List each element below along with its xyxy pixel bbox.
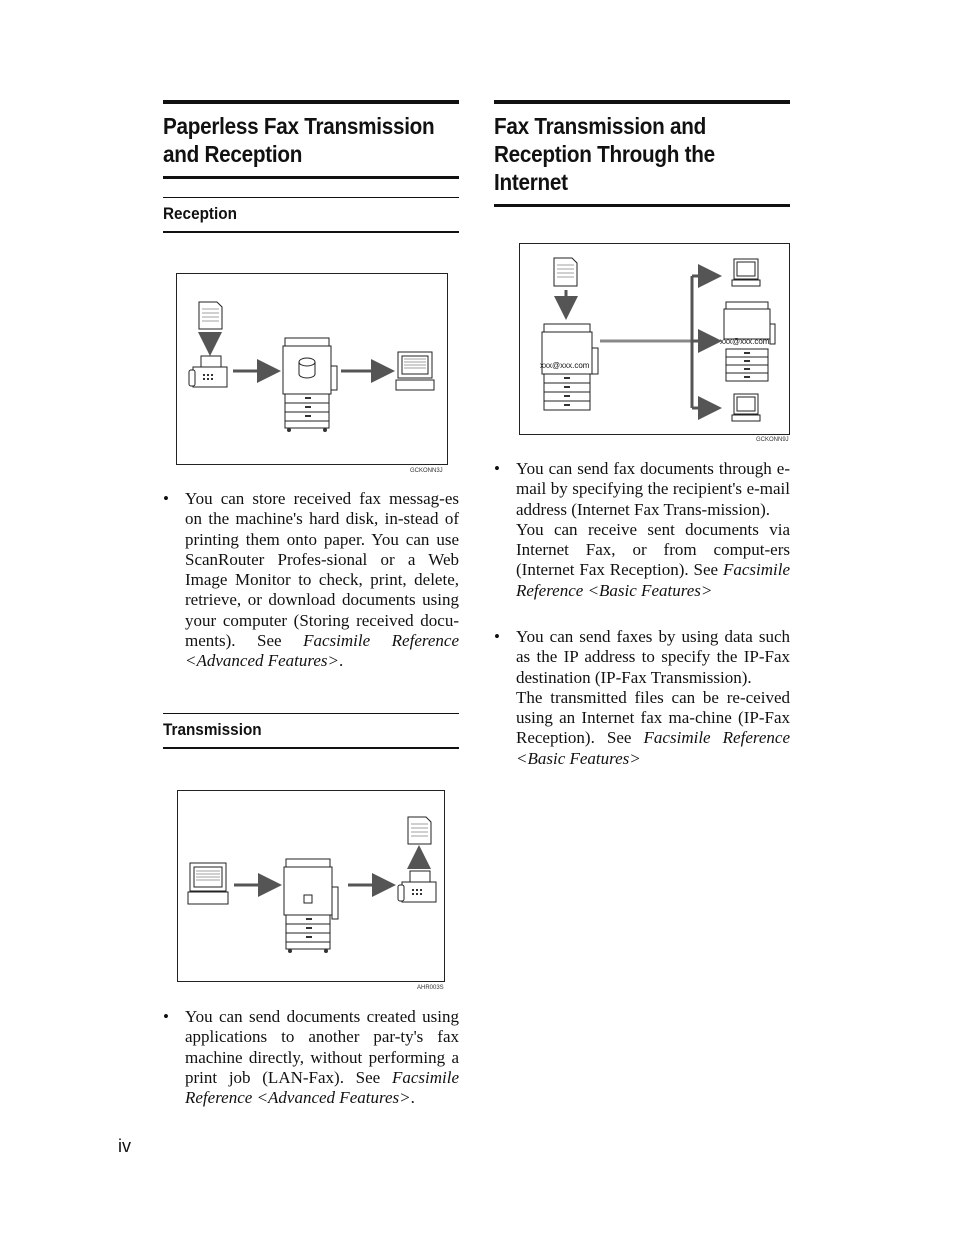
figure-code: GCKONN9J: [756, 437, 789, 443]
internet-fax-reception-text: You can receive sent documents via Internet Fax, or from comput-ers (Internet Fax Reception). See: [516, 519, 790, 580]
subsection-rule: [163, 197, 459, 198]
computer-top-icon: [732, 259, 760, 286]
section-rule: [494, 204, 790, 207]
section-title-line3: Internet: [494, 169, 568, 195]
internet-fax-figure: [519, 243, 790, 435]
left-column: [163, 100, 459, 179]
transmission-figure: [177, 790, 445, 982]
copier-icon: [283, 338, 337, 432]
subsection-rule: [163, 747, 459, 749]
document-icon: [554, 258, 577, 286]
ip-fax-reference: Facsimile Reference <Basic Features>: [516, 728, 790, 768]
ip-fax-reception-text: The transmitted files can be re-ceived using an Internet fax ma-chine (IP-Fax Reception). See: [516, 687, 790, 748]
bullet-dot: •: [494, 627, 500, 646]
fax-machine-icon: [398, 871, 436, 902]
section-title-line2: Reception Through the: [494, 141, 715, 167]
bullet-dot: •: [494, 459, 500, 478]
reception-text-end: .: [339, 651, 344, 671]
sender-email: xxx@xxx.com: [540, 361, 590, 370]
reception-text: You can store received fax messag-es on the machine's hard disk, in-stead of printing them onto paper. You can use ScanRouter Profes-sional or a Web Image Monitor to check, print, delete, retrieve, or download documents using your computer (Storing received docu-ments). See: [185, 489, 459, 651]
section-rule: [163, 176, 459, 179]
bullet-dot: •: [163, 489, 169, 508]
internet-fax-bullet: [494, 459, 790, 601]
fax-machine-icon: [189, 356, 227, 387]
section-title-line1: Fax Transmission and: [494, 113, 707, 139]
transmission-text: You can send documents created using applications to another par-ty's fax machine directly, without performing a print job (LAN-Fax). See: [185, 1007, 459, 1087]
right-column: [494, 100, 790, 207]
subsection-rule: [163, 231, 459, 233]
reception-figure: [176, 273, 448, 465]
bullet-dot: •: [163, 1007, 169, 1026]
transmission-heading: Transmission: [163, 720, 262, 739]
page-number: iv: [118, 1136, 131, 1156]
section-title-line2: and Reception: [163, 141, 303, 167]
computer-icon: [396, 352, 434, 390]
transmission-reference: Facsimile Reference <Advanced Features>: [185, 1067, 459, 1108]
computer-icon: [188, 863, 228, 904]
figure-code: GCKONN3J: [410, 468, 443, 474]
reception-bullet: [163, 489, 459, 672]
figure-code: AHR003S: [417, 985, 444, 991]
receiver-email: xxx@xxx.com: [720, 337, 770, 346]
transmission-bullet: [163, 1007, 459, 1108]
subsection-rule: [163, 713, 459, 714]
reception-reference: Facsimile Reference <Advanced Features>: [185, 631, 459, 671]
internet-fax-text: You can send fax documents through e-mail by specifying the recipient's e-mail address (Internet Fax Trans-mission).: [516, 459, 790, 519]
computer-bottom-icon: [732, 394, 760, 421]
document-icon: [408, 817, 431, 844]
transmission-subsection: [163, 713, 459, 749]
internet-fax-reference: Facsimile Reference <Basic Features>: [516, 560, 790, 600]
transmission-text-end: .: [410, 1088, 415, 1108]
copier-icon: [284, 859, 338, 953]
section-title-line1: Paperless Fax Transmission: [163, 113, 435, 139]
ip-fax-bullet: [494, 627, 790, 769]
document-icon: [199, 302, 222, 329]
ip-fax-text: You can send faxes by using data such as the IP address to specify the IP-Fax destination (IP-Fax Transmission).: [516, 627, 790, 687]
reception-subsection: [163, 197, 459, 233]
reception-heading: Reception: [163, 204, 237, 223]
